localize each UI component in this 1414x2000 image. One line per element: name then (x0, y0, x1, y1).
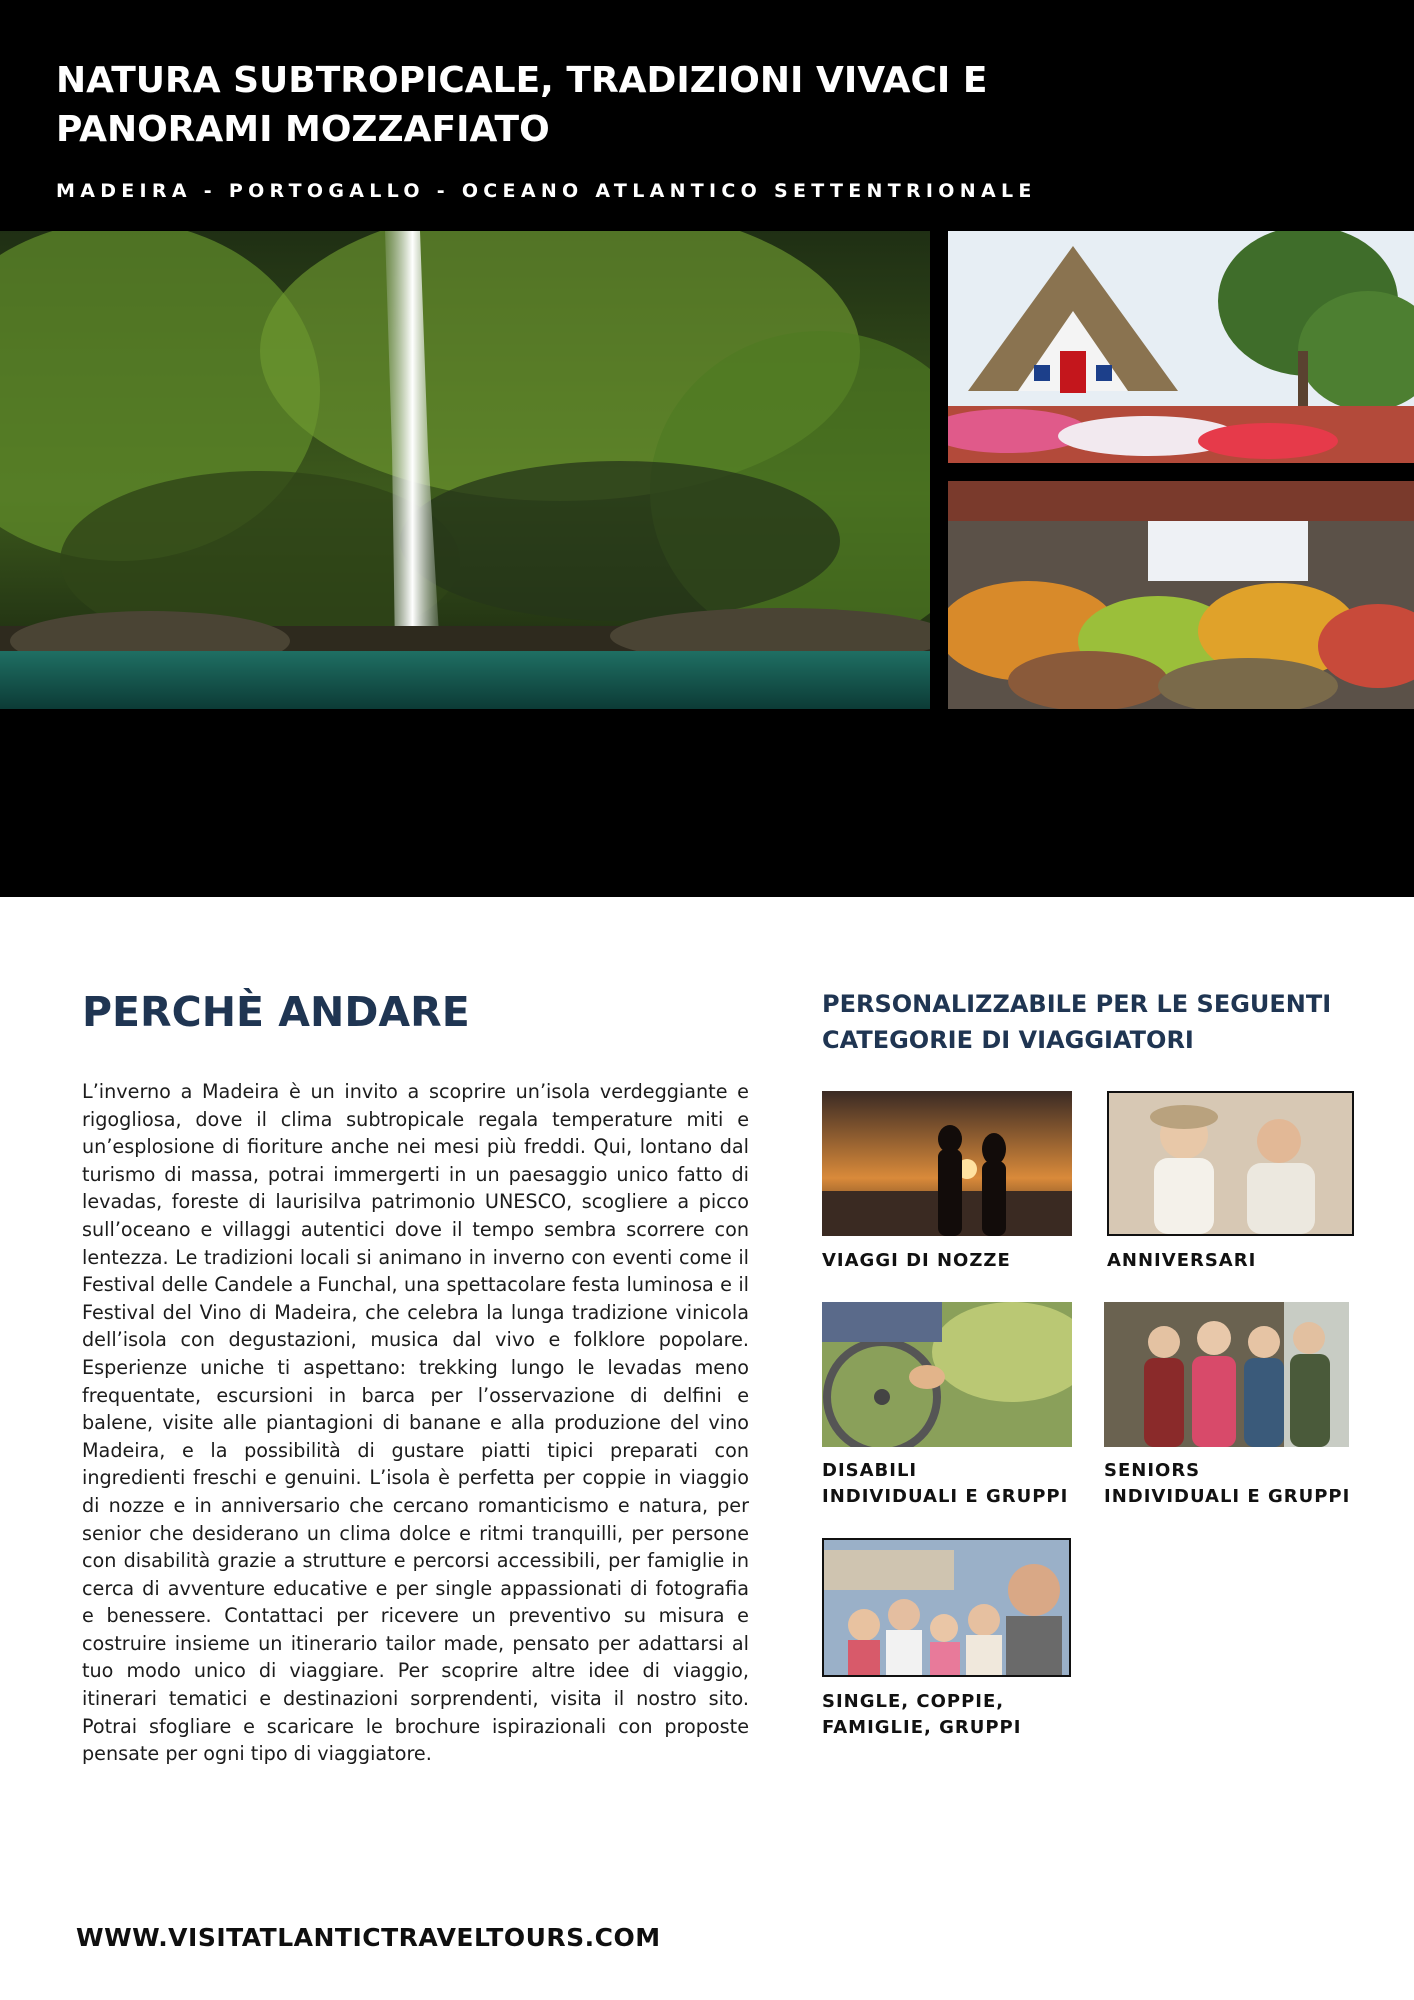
honeymoon-photo (822, 1091, 1072, 1236)
page-title: NATURA SUBTROPICALE, TRADIZIONI VIVACI E PANORAMI MOZZAFIATO (56, 60, 988, 150)
anniversary-photo (1107, 1091, 1354, 1236)
waterfall-photo (0, 231, 930, 709)
traditional-house-photo (948, 231, 1414, 463)
fruit-market-photo (948, 481, 1414, 709)
family-photo (822, 1538, 1071, 1677)
category-label: DISABILI INDIVIDUALI E GRUPPI (822, 1460, 1069, 1507)
body-text: L’inverno a Madeira è un invito a scoprire un’isola verdeggiante e rigogliosa, dove il clima subtropicale regala temperature miti e un’esplosione di fioriture anche nei mesi più freddi. Qui, lontano dal turismo di massa, potrai immergerti in un paesaggio unico fatto di levadas, foreste di laurisilva patrimonio UNESCO, scogliere a picco sull’oceano e villaggi autentici dove il tempo sembra scorrere con lentezza. Le tradizioni locali si animano in inverno con eventi come il Festival delle Candele a Funchal, una spettacolare festa luminosa e il Festival del Vino di Madeira, che celebra la lunga tradizione vinicola dell’isola con degustazioni, musica dal vivo e folklore popolare. Esperienze uniche ti aspettano: trekking lungo le levadas meno frequentate, escursioni in barca per l’osservazione di delfini e balene, visite alle piantagioni di banane e alla produzione del vino Madeira, e la possibilità di gustare piatti tipici preparati con ingredienti freschi e genuini. L’isola è perfetta per coppie in viaggio di nozze e in anniversario che cercano romanticismo e natura, per senior che desiderano un clima dolce e ritmi tranquilli, per persone con disabilità grazie a strutture e percorsi accessibili, per famiglie in cerca di avventure educative e per single appassionati di fotografia e benessere. Contattaci per ricevere un preventivo su misura e costruire insieme un itinerario tailor made, pensato per adattarsi al tuo modo unico di viaggiare. Per scoprire altre idee di viaggio, itinerari tematici e destinazioni sorprendenti, visita il nostro sito. Potrai sfogliare e scaricare le brochure ispirazionali con proposte pensate per ogni tipo di viaggiatore. (82, 1080, 749, 1766)
categories-title: PERSONALIZZABILE PER LE SEGUENTI CATEGORIE DI VIAGGIATORI (822, 990, 1332, 1054)
section-title: PERCHÈ ANDARE (82, 988, 470, 1036)
category-label: SENIORS INDIVIDUALI E GRUPPI (1104, 1460, 1351, 1507)
seniors-photo (1104, 1302, 1349, 1447)
location-subtitle: MADEIRA - PORTOGALLO - OCEANO ATLANTICO SETTENTRIONALE (56, 180, 1037, 202)
category-label: SINGLE, COPPIE, FAMIGLIE, GRUPPI (822, 1691, 1022, 1738)
accessibility-photo (822, 1302, 1072, 1447)
category-label: VIAGGI DI NOZZE (822, 1250, 1011, 1271)
hero-banner (0, 0, 1414, 897)
category-label: ANNIVERSARI (1107, 1250, 1257, 1271)
website-link[interactable]: WWW.VISITATLANTICTRAVELTOURS.COM (76, 1923, 661, 1952)
